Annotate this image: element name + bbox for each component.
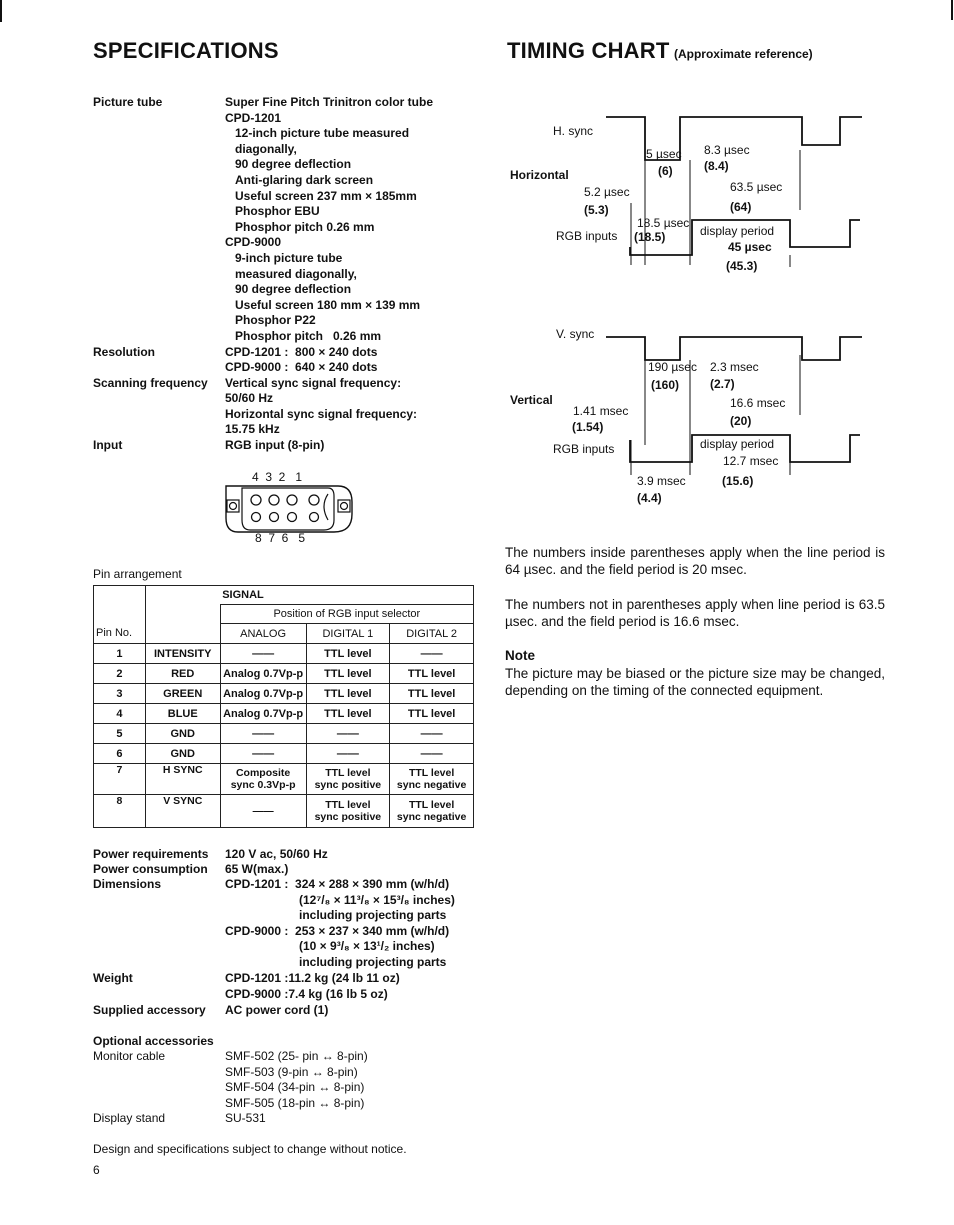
signal-cell: BLUE: [145, 704, 220, 724]
digital2-cell: ——: [390, 724, 474, 744]
h-8-4: (8.4): [704, 159, 729, 173]
spec-line: 90 degree deflection: [235, 157, 352, 172]
v-display-period: display period: [700, 437, 775, 451]
power-requirements-value: 120 V ac, 50/60 Hz: [225, 847, 328, 861]
h-18-5usec: 18.5 µsec: [637, 216, 690, 230]
connector-top-pins: 4 3 2 1: [252, 470, 303, 484]
dimension-line: (12⁷/₈ × 11³/₈ × 15³/₈ inches): [299, 892, 455, 907]
picture-tube-label: Picture tube: [93, 95, 163, 109]
connector-bottom-pins: 8 7 6 5: [255, 531, 306, 545]
cable-line: SMF-502 (25- pin ↔ 8-pin): [225, 1049, 368, 1063]
timing-chart-title: TIMING CHART: [507, 38, 670, 63]
pin-no-header: Pin No.: [94, 586, 146, 644]
pin-cell: 7: [94, 764, 146, 795]
power-consumption-value: 65 W(max.): [225, 862, 289, 876]
timing-chart-heading: [507, 38, 813, 64]
weight-line: CPD-9000 :7.4 kg (16 lb 5 oz): [225, 986, 388, 1001]
analog-cell: ——: [220, 744, 306, 764]
v-3-9msec: 3.9 msec: [637, 474, 686, 488]
spec-line: 12-inch picture tube measured: [235, 126, 410, 141]
h-63-5usec: 63.5 µsec: [730, 180, 783, 194]
pin-cell: 6: [94, 744, 146, 764]
weight-values: [225, 971, 400, 1002]
digital1-cell: ——: [306, 724, 390, 744]
cable-line: SMF-504 (34-pin ↔ 8-pin): [225, 1080, 365, 1095]
h-5-2usec: 5.2 µsec: [584, 185, 630, 199]
pin-cell: 2: [94, 664, 146, 684]
spec-line: Useful screen 237 mm × 185mm: [235, 188, 417, 203]
analog-cell: ——: [220, 795, 306, 828]
supplied-accessory-value: AC power cord (1): [225, 1003, 329, 1017]
spec-line: CPD-1201: [225, 110, 282, 125]
digital2-cell: TTL level sync negative: [390, 764, 474, 795]
column-header: ANALOG: [220, 624, 306, 644]
dimensions-label: Dimensions: [93, 877, 162, 891]
dimension-line: CPD-1201 : 324 × 288 × 390 mm (w/h/d): [225, 877, 450, 891]
monitor-cable-label: Monitor cable: [93, 1049, 166, 1063]
dimension-line: including projecting parts: [299, 908, 447, 923]
horizontal-label: Horizontal: [510, 168, 569, 182]
column-header: DIGITAL 1: [306, 624, 390, 644]
optional-accessories-heading: Optional accessories: [93, 1034, 214, 1048]
h-64: (64): [730, 200, 752, 214]
h-6: (6): [658, 164, 673, 178]
pin-arrangement-caption: Pin arrangement: [93, 567, 182, 581]
timing-chart-subtitle: (Approximate reference): [673, 47, 813, 61]
hsync-label: H. sync: [553, 124, 594, 138]
v-2-7: (2.7): [710, 377, 735, 391]
signal-cell: INTENSITY: [145, 644, 220, 664]
position-header: Position of RGB input selector: [220, 605, 473, 624]
digital1-cell: TTL level: [306, 644, 390, 664]
digital2-cell: ——: [390, 744, 474, 764]
analog-cell: ——: [220, 724, 306, 744]
spec-line: Anti-glaring dark screen: [235, 172, 374, 187]
signal-cell: H SYNC: [145, 764, 220, 795]
signal-cell: GND: [145, 724, 220, 744]
note-heading: Note: [505, 648, 535, 663]
resolution-label: Resolution: [93, 345, 155, 359]
display-stand-label: Display stand: [93, 1111, 166, 1125]
table-row: [94, 704, 474, 724]
spec-line: Phosphor pitch 0.26 mm: [235, 219, 375, 234]
analog-cell: Composite sync 0.3Vp-p: [220, 764, 306, 795]
table-row: [94, 724, 474, 744]
digital1-cell: TTL level sync positive: [306, 795, 390, 828]
pin-cell: 4: [94, 704, 146, 724]
digital1-cell: ——: [306, 744, 390, 764]
dimension-line: (10 × 9³/₈ × 13¹/₂ inches): [299, 939, 435, 954]
v-20: (20): [730, 414, 752, 428]
signal-cell: V SYNC: [145, 795, 220, 828]
digital1-cell: TTL level: [306, 664, 390, 684]
spec-line: CPD-1201 : 800 × 240 dots: [225, 344, 378, 359]
scan-edge-left: [0, 0, 2, 22]
display-stand-value: SU-531: [225, 1111, 266, 1125]
picture-tube-values: [225, 95, 433, 454]
spec-line: diagonally,: [235, 141, 297, 156]
v-12-7msec: 12.7 msec: [723, 454, 779, 468]
spec-line: measured diagonally,: [235, 266, 357, 281]
pin-cell: 5: [94, 724, 146, 744]
spec-line: RGB input (8-pin): [225, 438, 325, 453]
column-header: DIGITAL 2: [390, 624, 474, 644]
scan-edge-right: [951, 0, 953, 20]
h-5usec: 5 µsec: [646, 147, 682, 161]
digital1-cell: TTL level: [306, 684, 390, 704]
digital2-cell: TTL level: [390, 684, 474, 704]
signal-header-spacer: [145, 586, 220, 644]
analog-cell: Analog 0.7Vp-p: [220, 664, 306, 684]
analog-cell: Analog 0.7Vp-p: [220, 684, 306, 704]
change-notice: Design and specifications subject to change without notice.: [93, 1142, 407, 1156]
power-requirements-label: Power requirements: [93, 847, 209, 861]
signal-cell: GND: [145, 744, 220, 764]
spec-line: 50/60 Hz: [225, 391, 274, 406]
spec-line: CPD-9000: [225, 235, 282, 250]
spec-line: 15.75 kHz: [225, 422, 280, 437]
vsync-label: V. sync: [556, 327, 595, 341]
dimensions-values: [225, 877, 455, 971]
digital1-cell: TTL level sync positive: [306, 764, 390, 795]
h-8-3usec: 8.3 µsec: [704, 143, 750, 157]
weight-line: CPD-1201 :11.2 kg (24 lb 11 oz): [225, 971, 400, 985]
h-5-3: (5.3): [584, 203, 609, 217]
v-160: (160): [651, 378, 680, 392]
note-paragraph-2: The numbers not in parentheses apply when line period is 63.5 µsec. and the field period is 16.6 msec.: [505, 597, 885, 629]
pin-arrangement-table: [93, 585, 474, 828]
v-190usec: 190 µsec: [648, 360, 697, 374]
table-row: [94, 684, 474, 704]
v-15-6: (15.6): [722, 474, 754, 488]
v-16-6msec: 16.6 msec: [730, 396, 786, 410]
cable-line: SMF-505 (18-pin ↔ 8-pin): [225, 1095, 365, 1110]
spec-line: Vertical sync signal frequency:: [225, 375, 402, 390]
digital2-cell: ——: [390, 644, 474, 664]
spec-line: Phosphor P22: [235, 313, 316, 328]
dimension-line: including projecting parts: [299, 954, 447, 969]
digital2-cell: TTL level sync negative: [390, 795, 474, 828]
h-45usec: 45 µsec: [728, 240, 772, 254]
spec-line: Super Fine Pitch Trinitron color tube: [225, 95, 434, 109]
specifications-heading: SPECIFICATIONS: [93, 38, 279, 63]
supplied-accessory-label: Supplied accessory: [93, 1003, 206, 1017]
v-rgb-label: RGB inputs: [553, 442, 615, 456]
table-row: [94, 744, 474, 764]
power-consumption-label: Power consumption: [93, 862, 208, 876]
page-number: 6: [93, 1163, 100, 1177]
spec-line: CPD-9000 : 640 × 240 dots: [225, 360, 378, 375]
pin-rows: [94, 644, 474, 828]
scanning-frequency-label: Scanning frequency: [93, 376, 208, 390]
spec-line: Horizontal sync signal frequency:: [225, 406, 418, 421]
monitor-cable-values: [225, 1049, 368, 1111]
signal-cell: GREEN: [145, 684, 220, 704]
digital2-cell: TTL level: [390, 704, 474, 724]
spec-line: 9-inch picture tube: [235, 250, 343, 265]
signal-header: [220, 586, 473, 605]
table-row: [94, 764, 474, 795]
vertical-timing-diagram: [500, 325, 880, 490]
spec-line: Phosphor pitch 0.26 mm: [235, 328, 382, 343]
h-display-period: display period: [700, 224, 775, 238]
analog-cell: Analog 0.7Vp-p: [220, 704, 306, 724]
cable-line: SMF-503 (9-pin ↔ 8-pin): [225, 1064, 358, 1079]
note-paragraph-1: The numbers inside parentheses apply when the line period is 64 µsec. and the field period is 20 msec.: [505, 545, 885, 577]
weight-label: Weight: [93, 971, 133, 985]
pin-cell: 1: [94, 644, 146, 664]
connector-drawing: [222, 484, 356, 536]
pin-cell: 8: [94, 795, 146, 828]
table-row: [94, 664, 474, 684]
v-4-4: (4.4): [637, 491, 662, 505]
digital1-cell: TTL level: [306, 704, 390, 724]
spec-line: Phosphor EBU: [235, 204, 320, 219]
v-1-41msec: 1.41 msec: [573, 404, 629, 418]
spec-line: Useful screen 180 mm × 139 mm: [235, 297, 421, 312]
table-row: [94, 644, 474, 664]
spec-line: 90 degree deflection: [235, 282, 352, 297]
v-2-3msec: 2.3 msec: [710, 360, 759, 374]
h-45-3: (45.3): [726, 259, 758, 273]
h-18-5: (18.5): [634, 230, 666, 244]
analog-cell: ——: [220, 644, 306, 664]
table-row: [94, 795, 474, 828]
signal-header-text: SIGNAL: [222, 589, 264, 601]
vertical-label: Vertical: [510, 393, 553, 407]
h-rgb-label: RGB inputs: [556, 229, 618, 243]
dimension-line: CPD-9000 : 253 × 237 × 340 mm (w/h/d): [225, 923, 450, 938]
v-1-54: (1.54): [572, 420, 604, 434]
digital2-cell: TTL level: [390, 664, 474, 684]
input-label: Input: [93, 438, 123, 452]
vsync-waveform: [606, 337, 862, 360]
note-text: The picture may be biased or the picture size may be changed, depending on the timing of the connected equipment.: [505, 666, 885, 698]
signal-cell: RED: [145, 664, 220, 684]
pin-cell: 3: [94, 684, 146, 704]
